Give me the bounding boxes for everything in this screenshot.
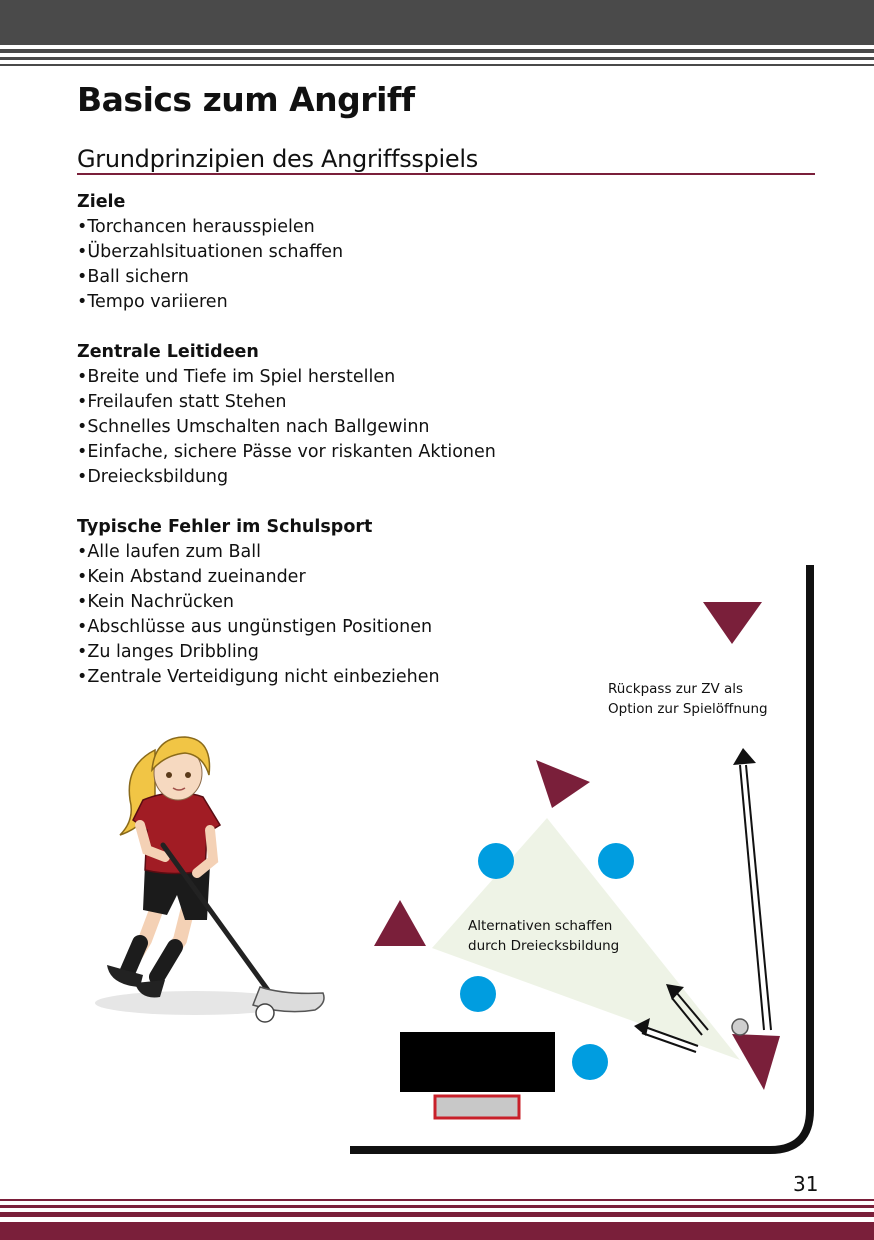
arrowhead xyxy=(733,748,756,765)
eye-right xyxy=(185,772,191,778)
list-item: • Zentrale Verteidigung nicht einbeziehen xyxy=(77,665,440,690)
list-item: • Schnelles Umschalten nach Ballgewinn xyxy=(77,415,496,440)
list-item: • Kein Nachrücken xyxy=(77,590,440,615)
section-ziele xyxy=(77,190,343,315)
section-leitideen xyxy=(77,340,496,490)
bullet-list xyxy=(77,365,496,490)
footer-stripe xyxy=(0,1212,874,1217)
attacker-marker xyxy=(536,760,590,808)
list-item: • Ball sichern xyxy=(77,265,343,290)
section-heading: Typische Fehler im Schulsport xyxy=(77,517,373,537)
defender-marker xyxy=(598,843,634,879)
list-item: • Zu langes Dribbling xyxy=(77,640,440,665)
ball-marker xyxy=(732,1019,748,1035)
footer-stripe xyxy=(0,1205,874,1208)
attacker-marker xyxy=(703,602,762,644)
backpass-label: Rückpass zur ZV als xyxy=(608,681,744,697)
triangle-label: durch Dreiecksbildung xyxy=(468,938,620,954)
defender-marker xyxy=(478,843,514,879)
subtitle-underline xyxy=(77,173,815,175)
triangle-label: Alternativen schaffen xyxy=(468,918,613,934)
pass-arrow xyxy=(740,765,771,1030)
list-item: • Abschlüsse aus ungünstigen Positionen xyxy=(77,615,440,640)
section-heading: Ziele xyxy=(77,192,126,212)
header-stripe xyxy=(0,64,874,66)
list-item: • Tempo variieren xyxy=(77,290,343,315)
page-subtitle: Grundprinzipien des Angriffsspiels xyxy=(77,145,478,173)
bullet-list xyxy=(77,215,343,315)
list-item: • Einfache, sichere Pässe vor riskanten Aktionen xyxy=(77,440,496,465)
backpass-label: Option zur Spielöffnung xyxy=(608,701,768,717)
goal xyxy=(435,1096,519,1118)
goal-crease xyxy=(400,1032,555,1092)
floorball-ball xyxy=(256,1004,274,1022)
list-item: • Dreiecksbildung xyxy=(77,465,496,490)
header-stripe xyxy=(0,57,874,60)
footer-bar xyxy=(0,1222,874,1240)
list-item: • Alle laufen zum Ball xyxy=(77,540,440,565)
list-item: • Torchancen herausspielen xyxy=(77,215,343,240)
floorball-player-illustration xyxy=(85,725,345,1030)
section-heading: Zentrale Leitideen xyxy=(77,342,259,362)
list-item: • Freilaufen statt Stehen xyxy=(77,390,496,415)
eye-left xyxy=(166,772,172,778)
attacker-marker xyxy=(732,1034,780,1090)
list-item: • Überzahlsituationen schaffen xyxy=(77,240,343,265)
sock-left xyxy=(127,943,140,973)
sock-right xyxy=(157,947,175,977)
header-bar xyxy=(0,0,874,45)
list-item: • Kein Abstand zueinander xyxy=(77,565,440,590)
attacker-marker xyxy=(374,900,426,946)
defender-marker xyxy=(460,976,496,1012)
tactics-diagram xyxy=(340,560,830,1160)
header-stripe xyxy=(0,49,874,53)
list-item: • Breite und Tiefe im Spiel herstellen xyxy=(77,365,496,390)
page-number: 31 xyxy=(793,1172,819,1196)
defender-marker xyxy=(572,1044,608,1080)
page-title: Basics zum Angriff xyxy=(77,80,415,119)
footer-stripe xyxy=(0,1199,874,1201)
